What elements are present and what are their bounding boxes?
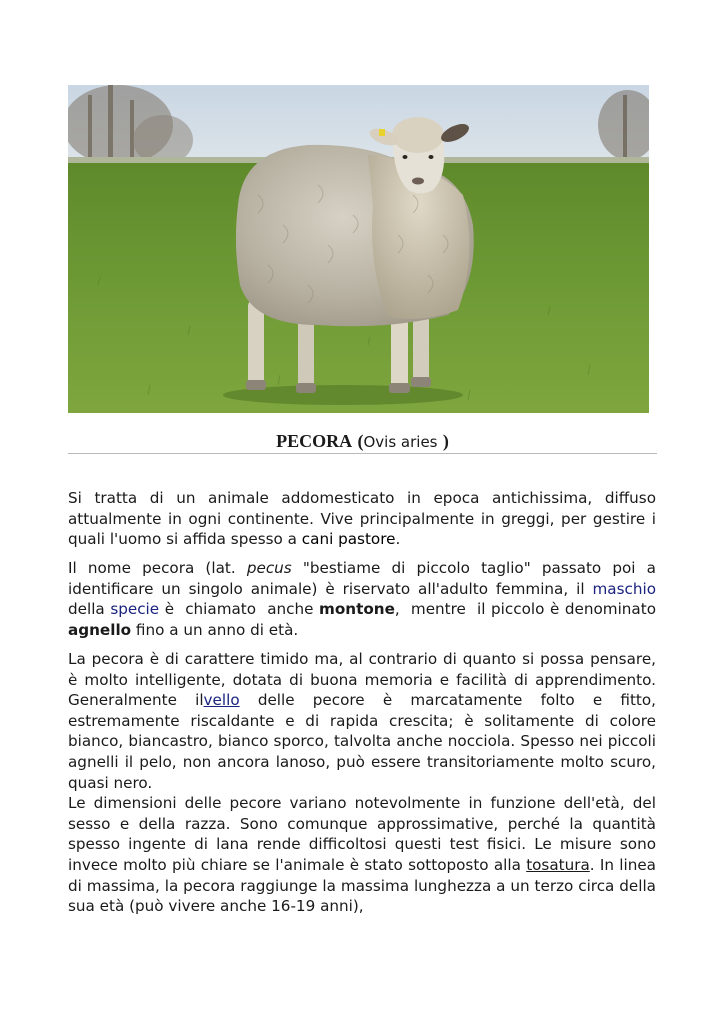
heading-scientific-name: Ovis aries xyxy=(363,433,438,451)
p3-text-b: delle pecore è marcatamente folto e fitto, estremamente riscaldante e di rapida crescita; è solitamente di colore bianco, biancastro, bianco sporco, talvolta anche nocciola. Spesso nei piccoli agnelli il pelo, non ancora lanoso, può essere transitoriamente molto scuro, quasi nero. xyxy=(68,691,656,792)
link-specie[interactable]: specie xyxy=(110,600,160,619)
term-montone: montone xyxy=(319,600,395,619)
p2-text: Il nome pecora (lat. xyxy=(68,559,247,577)
sheep-photo xyxy=(68,85,649,413)
link-vello[interactable]: vello xyxy=(203,691,240,710)
link-cani-pastore[interactable]: cani pastore xyxy=(301,530,396,549)
p4-text: Le dimensioni delle pecore variano notevolmente in funzione dell'età, del sesso e della razza. Sono comunque approssimative, perché la quantità spesso ingente di lana rende difficoltosi questi test fisici. Le misure sono invece molto più chiare se l'animale è stato sottoposto alla xyxy=(68,794,656,874)
p1-text: Si tratta di un animale addomesticato in epoca antichissima, diffuso attualmente in ogni continente. Vive principalmente in greggi, per gestire i quali l'uomo si affida spesso a xyxy=(68,489,656,549)
heading-title: PECORA xyxy=(276,431,353,451)
heading-open-paren: ( xyxy=(357,431,364,451)
heading-divider xyxy=(68,453,657,454)
p2-text-d: è chiamato anche xyxy=(159,600,320,619)
link-maschio[interactable]: maschio xyxy=(592,579,656,598)
link-tosatura[interactable]: tosatura xyxy=(526,855,590,874)
p2-text-e: , mentre il piccolo è denominato xyxy=(394,600,661,619)
latin-term: pecus xyxy=(246,559,292,577)
paragraph-2 xyxy=(68,558,661,640)
paragraph-1 xyxy=(68,488,656,550)
term-agnello: agnello xyxy=(68,620,132,639)
p2-text-f: fino a un anno di età. xyxy=(131,620,299,639)
p2-text-c: della xyxy=(68,600,111,619)
p3-text: La pecora è di carattere timido ma, al contrario di quanto si possa pensare, è molto intelligente, dotata di buona memoria e facilità di apprendimento. Generalmente il xyxy=(68,650,656,710)
p2-text-b: "bestiame di piccolo taglio" passato poi a identificare un singolo animale) è riservato all'adulto femmina, il xyxy=(68,559,656,598)
p1-end: . xyxy=(395,530,401,549)
heading-close-paren: ) xyxy=(442,431,449,451)
p4-text-b: . In linea di massima, la pecora raggiunge la massima lunghezza a un terzo circa della sua età (può vivere anche 16-19 anni), xyxy=(68,855,656,916)
paragraph-3 xyxy=(68,649,656,917)
page-heading xyxy=(68,430,657,453)
